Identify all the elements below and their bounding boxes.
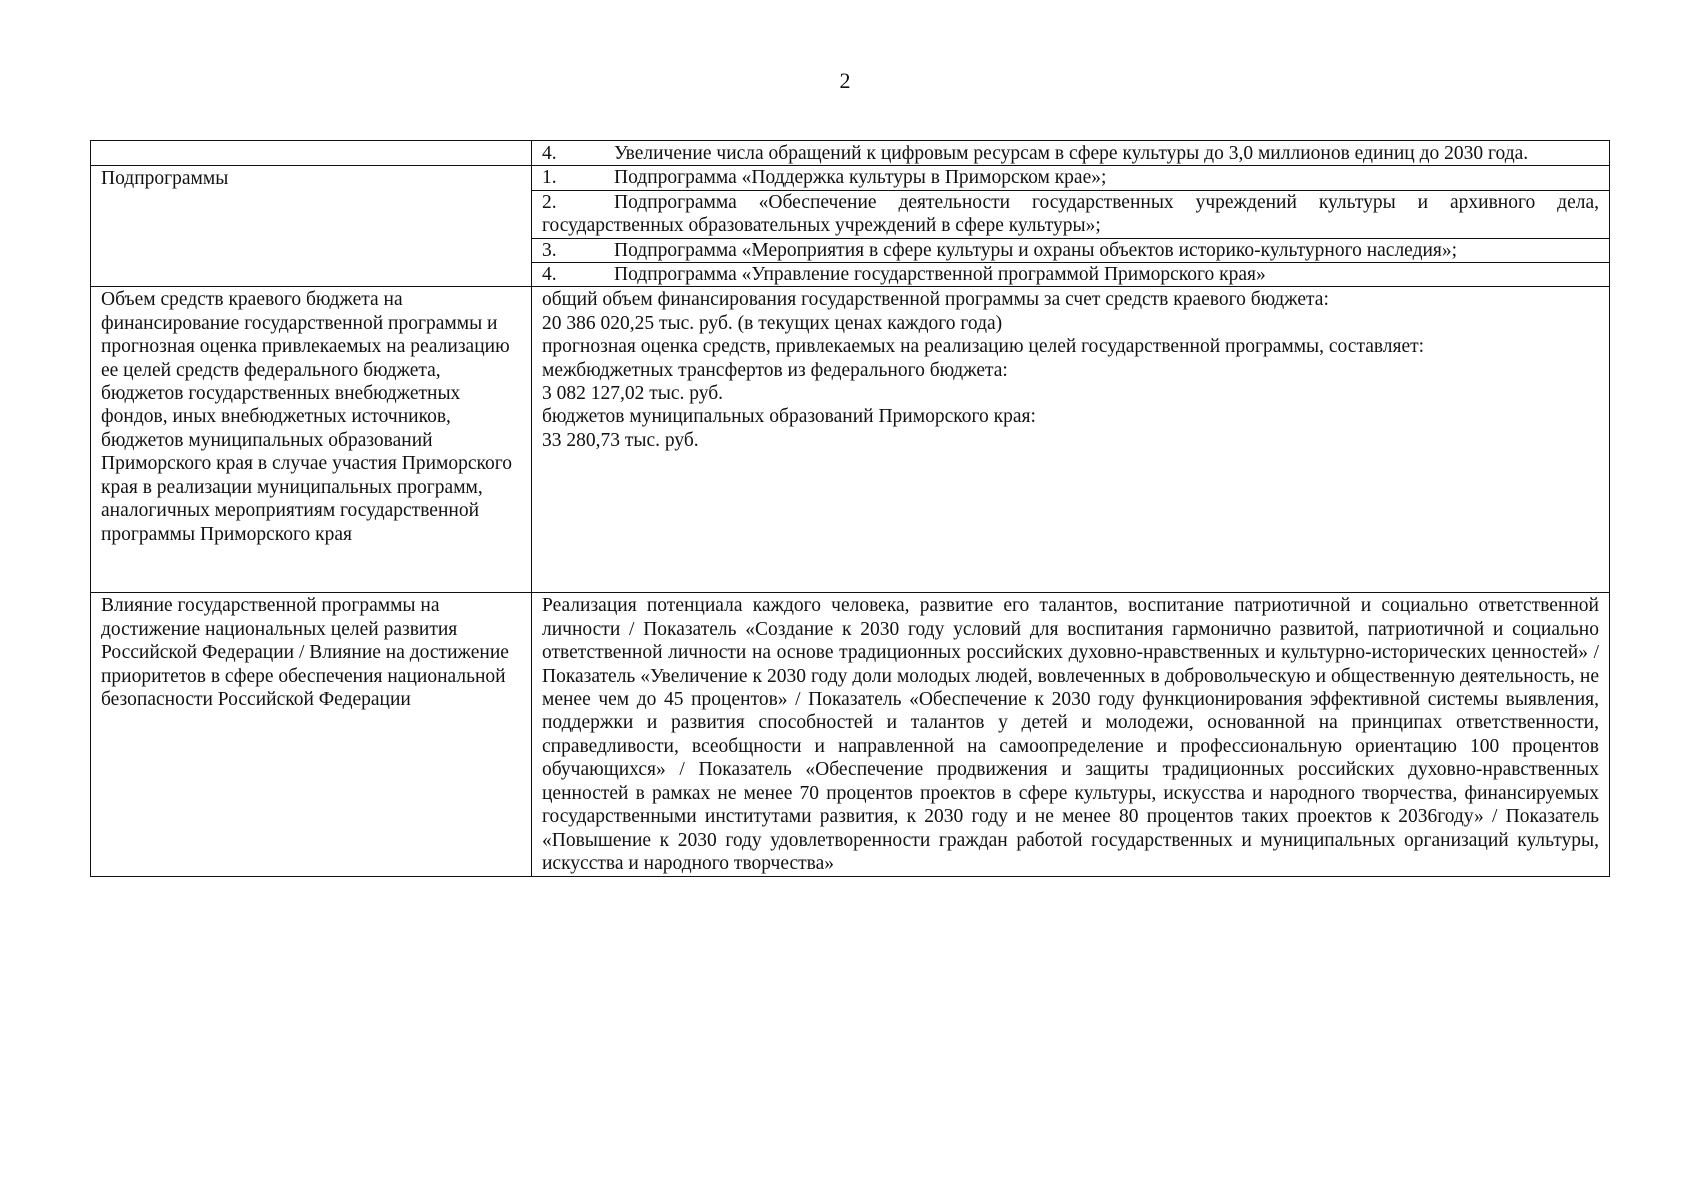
program-passport-table: [90, 140, 1610, 877]
item-text: Подпрограмма «Управление государственной программой Приморского края»: [614, 264, 1266, 286]
item-number: 4.: [542, 264, 557, 286]
row-label-funding: Объем средств краевого бюджета на финансирование государственной программы и прогнозная оценка привлекаемых на реализацию ее целей средств федерального бюджета, бюджетов государственных внебюджетных фондов, иных внебюджетных источников, бюджетов муниципальных образований Приморского края в случае участия Приморского края в реализации муниципальных программ, аналогичных мероприятиям государственной программы Приморского края: [91, 287, 532, 593]
item-number: 4.: [542, 143, 557, 164]
item-text: Увеличение числа обращений к цифровым ресурсам в сфере культуры до 3,0 миллионов единиц до 2030 года.: [614, 143, 1529, 164]
row-label-subprograms: Подпрограммы: [91, 166, 532, 287]
funding-line-municipal-label: бюджетов муниципальных образований Приморского края:: [542, 406, 1036, 428]
subprogram-item-2: [532, 191, 1609, 239]
targets-continued-cell: [532, 141, 1610, 166]
page-number: 2: [839, 68, 851, 93]
item-text: Подпрограмма «Поддержка культуры в Приморском крае»;: [614, 167, 1107, 189]
item-number: 1.: [542, 167, 557, 189]
subprogram-item-3: [532, 239, 1609, 263]
table-row-subprograms: [91, 166, 1610, 287]
table-row-national-goals: [91, 593, 1610, 877]
subprograms-cell: [532, 166, 1610, 287]
funding-line-municipal-amount: 33 280,73 тыс. руб.: [542, 429, 699, 451]
row-label-national-goals: Влияние государственной программы на достижение национальных целей развития Российской Федерации / Влияние на достижение приоритетов в сфере обеспечения национальной безопасности Российской Федерации: [91, 593, 532, 877]
funding-line-federal-amount: 3 082 127,02 тыс. руб.: [542, 383, 724, 405]
target-item-4: [542, 142, 1599, 165]
funding-cell: [532, 287, 1610, 593]
item-number: 3.: [542, 239, 557, 261]
table-row-targets-continued: [91, 141, 1610, 166]
item-number: 2.: [542, 191, 557, 213]
item-text: Подпрограмма «Мероприятия в сфере культуры и охраны объектов историко-культурного наследия»;: [614, 239, 1458, 261]
row-label-empty: [91, 141, 532, 166]
item-text: Подпрограмма «Обеспечение деятельности государственных учреждений культуры и архивного дела, государственных образовательных учреждений в сфере культуры»;: [542, 191, 1599, 237]
table-row-funding: [91, 287, 1610, 593]
funding-line-total-amount: 20 386 020,25 тыс. руб. (в текущих ценах каждого года): [542, 312, 1003, 334]
national-goals-cell: Реализация потенциала каждого человека, развитие его талантов, воспитание патриотичной и социально ответственной личности / Показатель «Создание к 2030 году условий для воспитания гармонично развитой, патриотичной и социально ответственной личности на основе традиционных российских духовно-нравственных и культурно-исторических ценностей» / Показатель «Увеличение к 2030 году доли молодых людей, вовлеченных в добровольческую и общественную деятельность, не менее чем до 45 процентов» / Показатель «Обеспечение к 2030 году функционирования эффективной системы выявления, поддержки и развития способностей и талантов у детей и молодежи, основанной на принципах ответственности, справедливости, всеобщности и направленной на самоопределение и профессиональную ориентацию 100 процентов обучающихся» / Показатель «Обеспечение продвижения и защиты традиционных российских духовно-нравственных ценностей в рамках не менее 70 процентов проектов в сфере культуры, искусства и народного творчества, финансируемых государственными институтами развития, к 2030 году и не менее 80 процентов таких проектов к 2036году» / Показатель «Повышение к 2030 году удовлетворенности граждан работой государственных и муниципальных организаций культуры, искусства и народного творчества»: [532, 593, 1610, 877]
subprogram-item-1: [532, 166, 1609, 190]
subprogram-item-4: [542, 263, 1599, 286]
funding-line-federal-label: межбюджетных трансфертов из федерального бюджета:: [542, 359, 1008, 381]
funding-line-forecast-label: прогнозная оценка средств, привлекаемых на реализацию целей государственной программы, составляет:: [542, 336, 1425, 358]
funding-line-total-label: общий объем финансирования государственной программы за счет средств краевого бюджета:: [542, 289, 1329, 311]
